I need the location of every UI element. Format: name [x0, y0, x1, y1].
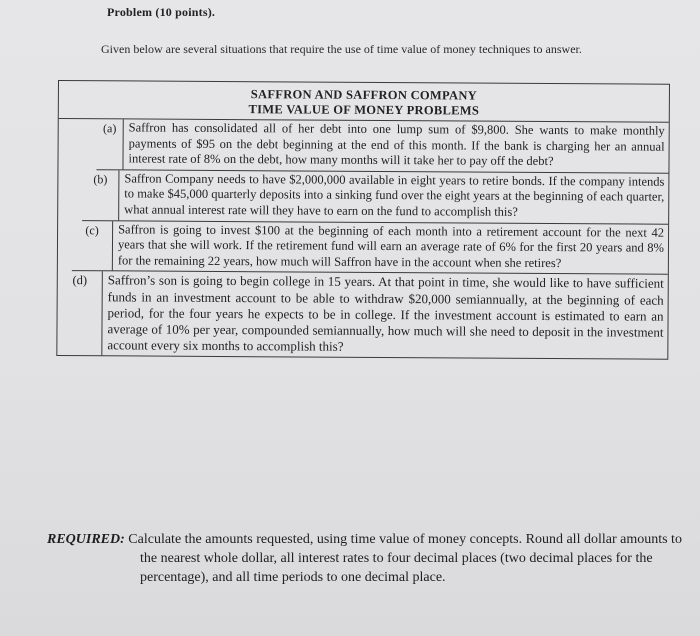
- row-text-c: Saffron is going to invest $100 at the beginning of each month into a retirement account for the next 42 years that she will work. If the retirement fund will earn an average rate of 6% for the first 20 years and 8% for the remaining 22 years, how much will Saffron have in the account when she retires?: [112, 221, 668, 274]
- problem-heading: Problem (10 points).: [107, 5, 216, 19]
- row-text-a: Saffron has consolidated all of her debt into one lump sum of $9,800. She wants to make monthly payments of $95 on the debt beginning at the end of this month. If the bank is charging her an annual interest rate of 8% on the debt, how many months will it take her to pay off the debt?: [122, 119, 668, 172]
- table-title-subject: TIME VALUE OF MONEY PROBLEMS: [248, 102, 480, 118]
- table-row-d: [57, 271, 668, 359]
- required-section: [47, 530, 687, 587]
- table-row-c: [72, 221, 668, 275]
- row-text-d: Saffron’s son is going to begin college in 15 years. At that point in time, she would like to have sufficient funds in an investment account to be able to withdraw $20,000 semiannually, at the beginning of each period, for the four years he expects to be in college. If the investment account is estimated to earn an average of 10% per year, compounded semiannually, how much will she need to deposit in the investment account every six months to accomplish this?: [101, 272, 668, 359]
- row-text-b: Saffron Company needs to have $2,000,000 available in eight years to retire bonds. If the company intends to make $45,000 quarterly deposits into a sinking fund over the eight years at the beginning of each quarter, what annual interest rate will they have to earn on the fund to accomplish this?: [118, 170, 668, 223]
- required-label: REQUIRED:: [47, 532, 125, 547]
- table-row-b: [82, 170, 668, 224]
- problem-intro: Given below are several situations that require the use of time value of money techniques to answer.: [101, 42, 582, 56]
- row-label-d: (d): [72, 273, 88, 288]
- row-label-a: (a): [102, 121, 117, 136]
- problems-table: [56, 80, 670, 360]
- row-label-c: (c): [85, 222, 99, 237]
- required-text: Calculate the amounts requested, using time value of money concepts. Round all dollar amounts to the nearest whole dollar, all interest rates to four decimal places (two decimal places for the percentage), and all time periods to one decimal place.: [128, 532, 682, 585]
- table-header: [59, 81, 669, 123]
- required-block: [47, 530, 687, 587]
- table-row-a: [96, 119, 668, 173]
- row-label-b: (b): [93, 171, 108, 187]
- table-title-company: SAFFRON AND SAFFRON COMPANY: [250, 87, 478, 103]
